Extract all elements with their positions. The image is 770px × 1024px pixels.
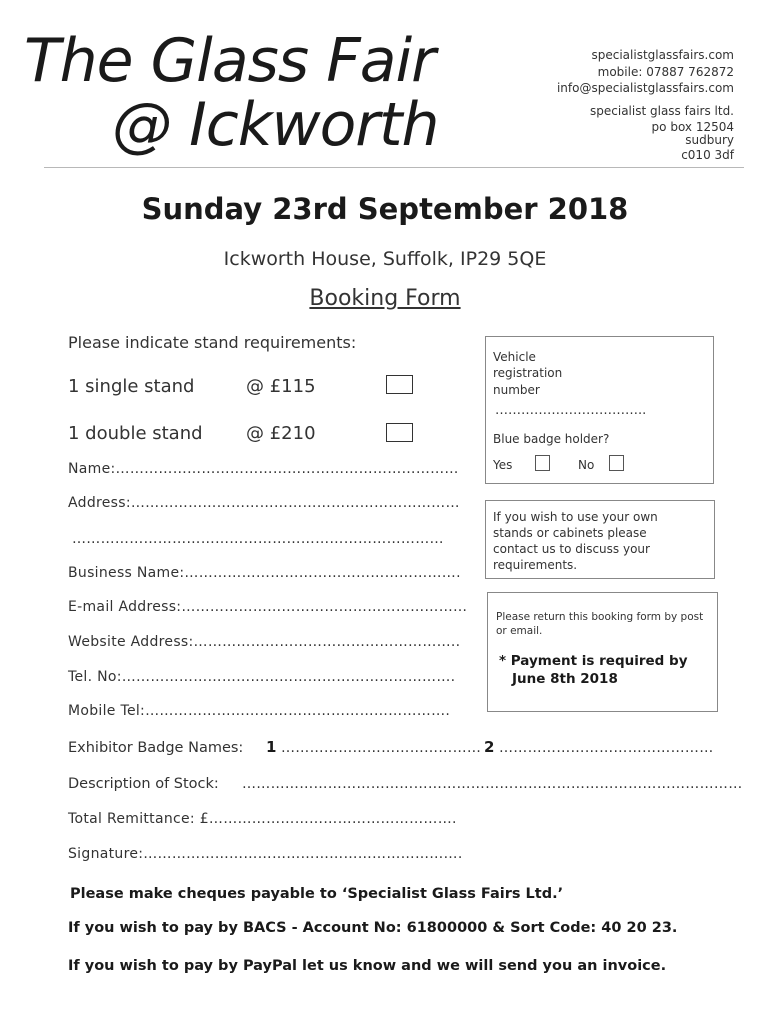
mobile-field[interactable]: Mobile Tel:………………………………………………………. bbox=[68, 703, 451, 719]
event-venue: Ickworth House, Suffolk, IP29 5QE bbox=[223, 248, 547, 270]
blue-badge-yes-label: Yes bbox=[493, 458, 513, 472]
title-line-2: @ Ickworth bbox=[112, 90, 439, 160]
badge-1-field[interactable]: …………………………………… bbox=[281, 740, 482, 756]
event-date: Sunday 23rd September 2018 bbox=[141, 192, 629, 226]
double-stand-label: 1 double stand bbox=[68, 423, 203, 444]
badge-2-number: 2 bbox=[484, 738, 495, 756]
own-stands-line-3: contact us to discuss your bbox=[493, 542, 650, 556]
contact-po-box: po box 12504 bbox=[651, 120, 734, 134]
cheques-note: Please make cheques payable to ‘Specialist Glass Fairs Ltd.’ bbox=[70, 886, 564, 902]
payment-required-line-2: June 8th 2018 bbox=[512, 671, 618, 687]
stock-label: Description of Stock: bbox=[68, 776, 219, 792]
address-field-line-2[interactable]: …………………………………………………………………… bbox=[72, 531, 444, 547]
tel-field[interactable]: Tel. No:……………………………………………………………. bbox=[68, 669, 456, 685]
stock-field[interactable]: …………………………………………………………………………………………… bbox=[242, 776, 743, 792]
vehicle-label-2: registration bbox=[493, 366, 563, 380]
blue-badge-no-label: No bbox=[578, 458, 595, 472]
form-title: Booking Form bbox=[309, 286, 461, 311]
signature-field[interactable]: Signature:…………………………………………………………. bbox=[68, 846, 463, 862]
single-stand-price: @ £115 bbox=[246, 376, 316, 397]
contact-town: sudbury bbox=[685, 133, 734, 147]
remittance-field[interactable]: Total Remittance: £……………………………………………. bbox=[68, 811, 457, 827]
business-name-field[interactable]: Business Name:…………………………………………………. bbox=[68, 565, 461, 581]
bacs-note: If you wish to pay by BACS - Account No: 61800000 & Sort Code: 40 20 23. bbox=[68, 920, 678, 936]
website-field[interactable]: Website Address:……………………………………………….. bbox=[68, 634, 461, 650]
own-stands-box bbox=[485, 500, 715, 579]
paypal-note: If you wish to pay by PayPal let us know and we will send you an invoice. bbox=[68, 958, 667, 974]
email-field[interactable]: E-mail Address:…………………………………………………… bbox=[68, 599, 468, 615]
badge-names-label: Exhibitor Badge Names: bbox=[68, 740, 244, 756]
contact-mobile: mobile: 07887 762872 bbox=[597, 65, 734, 79]
badge-2-field[interactable]: ……………………………………… bbox=[499, 740, 714, 756]
payment-required-line-1: * Payment is required by bbox=[499, 653, 688, 669]
double-stand-checkbox[interactable] bbox=[386, 423, 413, 442]
single-stand-checkbox[interactable] bbox=[386, 375, 413, 394]
return-line-1: Please return this booking form by post bbox=[496, 611, 704, 623]
own-stands-line-2: stands or cabinets please bbox=[493, 526, 647, 540]
own-stands-line-1: If you wish to use your own bbox=[493, 510, 658, 524]
single-stand-label: 1 single stand bbox=[68, 376, 195, 397]
vehicle-label-3: number bbox=[493, 383, 540, 397]
vehicle-registration-field[interactable]: …………………………….. bbox=[495, 403, 647, 418]
title-line-1: The Glass Fair bbox=[24, 26, 435, 96]
stand-requirements-intro: Please indicate stand requirements: bbox=[68, 333, 357, 352]
own-stands-line-4: requirements. bbox=[493, 558, 578, 572]
double-stand-price: @ £210 bbox=[246, 423, 316, 444]
vehicle-label-1: Vehicle bbox=[493, 350, 536, 364]
blue-badge-no-checkbox[interactable] bbox=[609, 455, 624, 471]
contact-email: info@specialistglassfairs.com bbox=[556, 81, 734, 95]
return-line-2: or email. bbox=[496, 625, 543, 637]
return-box bbox=[487, 592, 718, 712]
badge-1-number: 1 bbox=[266, 738, 277, 756]
header-divider bbox=[44, 167, 744, 168]
vehicle-box bbox=[485, 336, 714, 484]
blue-badge-yes-checkbox[interactable] bbox=[535, 455, 550, 471]
contact-company: specialist glass fairs ltd. bbox=[590, 104, 734, 118]
blue-badge-label: Blue badge holder? bbox=[493, 432, 610, 446]
contact-website: specialistglassfairs.com bbox=[591, 48, 734, 62]
name-field[interactable]: Name:……………………………………………………………… bbox=[68, 461, 459, 477]
contact-postcode: c010 3df bbox=[681, 148, 734, 162]
address-field[interactable]: Address:…………………………………………………………… bbox=[68, 495, 460, 511]
